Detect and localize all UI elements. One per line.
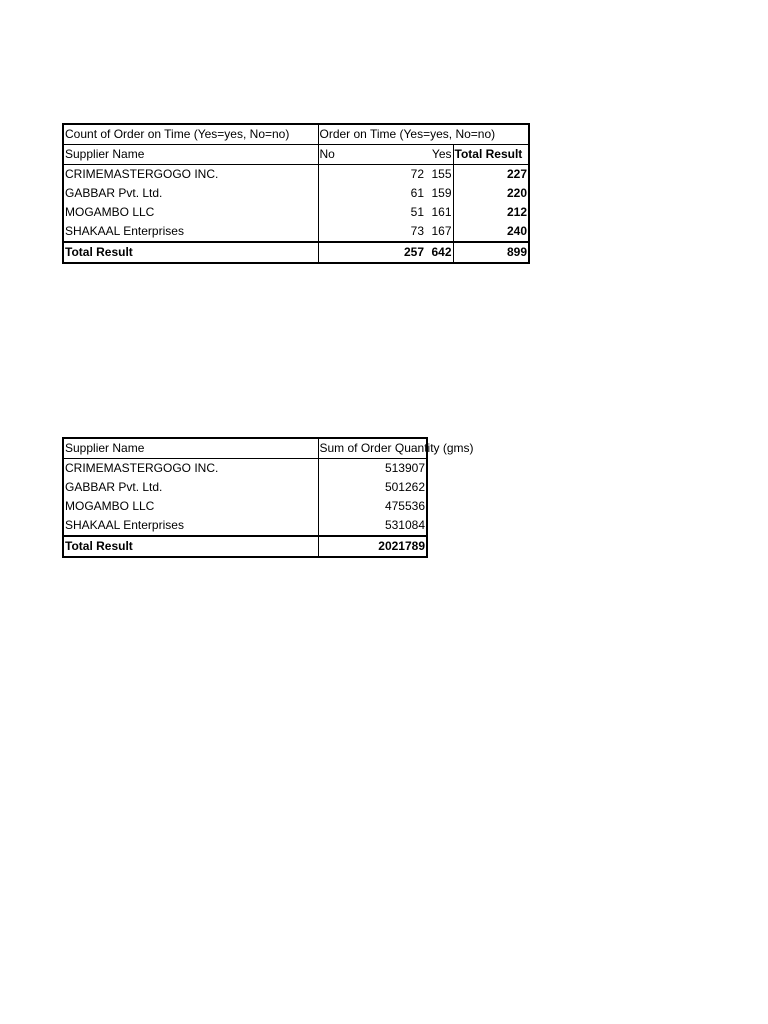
- col-header-no[interactable]: No: [318, 145, 425, 165]
- grand-total-cell[interactable]: 899: [453, 242, 529, 263]
- supplier-name-cell[interactable]: GABBAR Pvt. Ltd.: [65, 186, 163, 200]
- quantity-cell[interactable]: 475536: [318, 497, 427, 516]
- pivot-column-headers-row: [63, 145, 529, 165]
- total-label-cell[interactable]: Total Result: [63, 536, 318, 557]
- supplier-name-cell[interactable]: MOGAMBO LLC: [65, 499, 155, 513]
- quantity-cell[interactable]: 501262: [318, 478, 427, 497]
- total-no-cell[interactable]: 257: [318, 242, 425, 263]
- col-header-yes[interactable]: Yes: [425, 145, 453, 165]
- count-yes-cell[interactable]: 159: [431, 186, 452, 200]
- row-total-cell[interactable]: 220: [453, 184, 529, 203]
- table-row: [63, 222, 529, 242]
- row-total-cell[interactable]: 240: [453, 222, 529, 242]
- supplier-name-cell[interactable]: GABBAR Pvt. Ltd.: [65, 480, 163, 494]
- supplier-name-cell[interactable]: CRIMEMASTERGOGO INC.: [63, 165, 318, 185]
- table-row: [63, 478, 427, 497]
- table-row: [63, 516, 427, 536]
- data-field-label[interactable]: Count of Order on Time (Yes=yes, No=no): [65, 127, 290, 141]
- total-row: [63, 536, 427, 557]
- table-row: [63, 459, 427, 479]
- row-field-label[interactable]: Supplier Name: [65, 441, 145, 455]
- count-no-cell[interactable]: 72: [318, 165, 425, 185]
- grand-total-cell[interactable]: 2021789: [318, 536, 427, 557]
- column-field-label[interactable]: [318, 124, 529, 145]
- count-yes-cell[interactable]: 161: [431, 205, 452, 219]
- count-yes-cell[interactable]: 167: [431, 224, 452, 238]
- count-no-cell[interactable]: 51: [318, 203, 425, 222]
- row-field-label[interactable]: Supplier Name: [63, 145, 318, 165]
- row-total-cell[interactable]: 227: [453, 165, 529, 185]
- quantity-cell[interactable]: 531084: [318, 516, 427, 536]
- count-yes-cell[interactable]: 155: [425, 165, 453, 185]
- quantity-cell[interactable]: 513907: [318, 459, 427, 479]
- column-field-text: Order on Time (Yes=yes, No=no): [319, 127, 496, 141]
- total-yes-cell[interactable]: 642: [425, 242, 453, 263]
- row-total-cell[interactable]: 212: [453, 203, 529, 222]
- pivot-header-row: [63, 438, 427, 459]
- table-row: [63, 497, 427, 516]
- pivot-header-row: [63, 124, 529, 145]
- supplier-name-cell[interactable]: SHAKAAL Enterprises: [65, 224, 184, 238]
- total-row: [63, 242, 529, 263]
- data-field-label[interactable]: [318, 438, 474, 459]
- count-no-cell[interactable]: 61: [318, 184, 425, 203]
- col-header-total[interactable]: Total Result: [453, 145, 529, 165]
- supplier-name-cell[interactable]: CRIMEMASTERGOGO INC.: [63, 459, 318, 479]
- count-no-cell[interactable]: 73: [318, 222, 425, 242]
- data-field-text: Sum of Order Quantity (gms): [319, 441, 474, 455]
- table-row: [63, 203, 529, 222]
- order-quantity-pivot-table: [62, 437, 474, 558]
- supplier-name-cell[interactable]: SHAKAAL Enterprises: [65, 518, 184, 532]
- table-row: [63, 165, 529, 185]
- on-time-pivot-table: [62, 123, 530, 264]
- total-label-cell[interactable]: Total Result: [63, 242, 318, 263]
- table-row: [63, 184, 529, 203]
- supplier-name-cell[interactable]: MOGAMBO LLC: [65, 205, 155, 219]
